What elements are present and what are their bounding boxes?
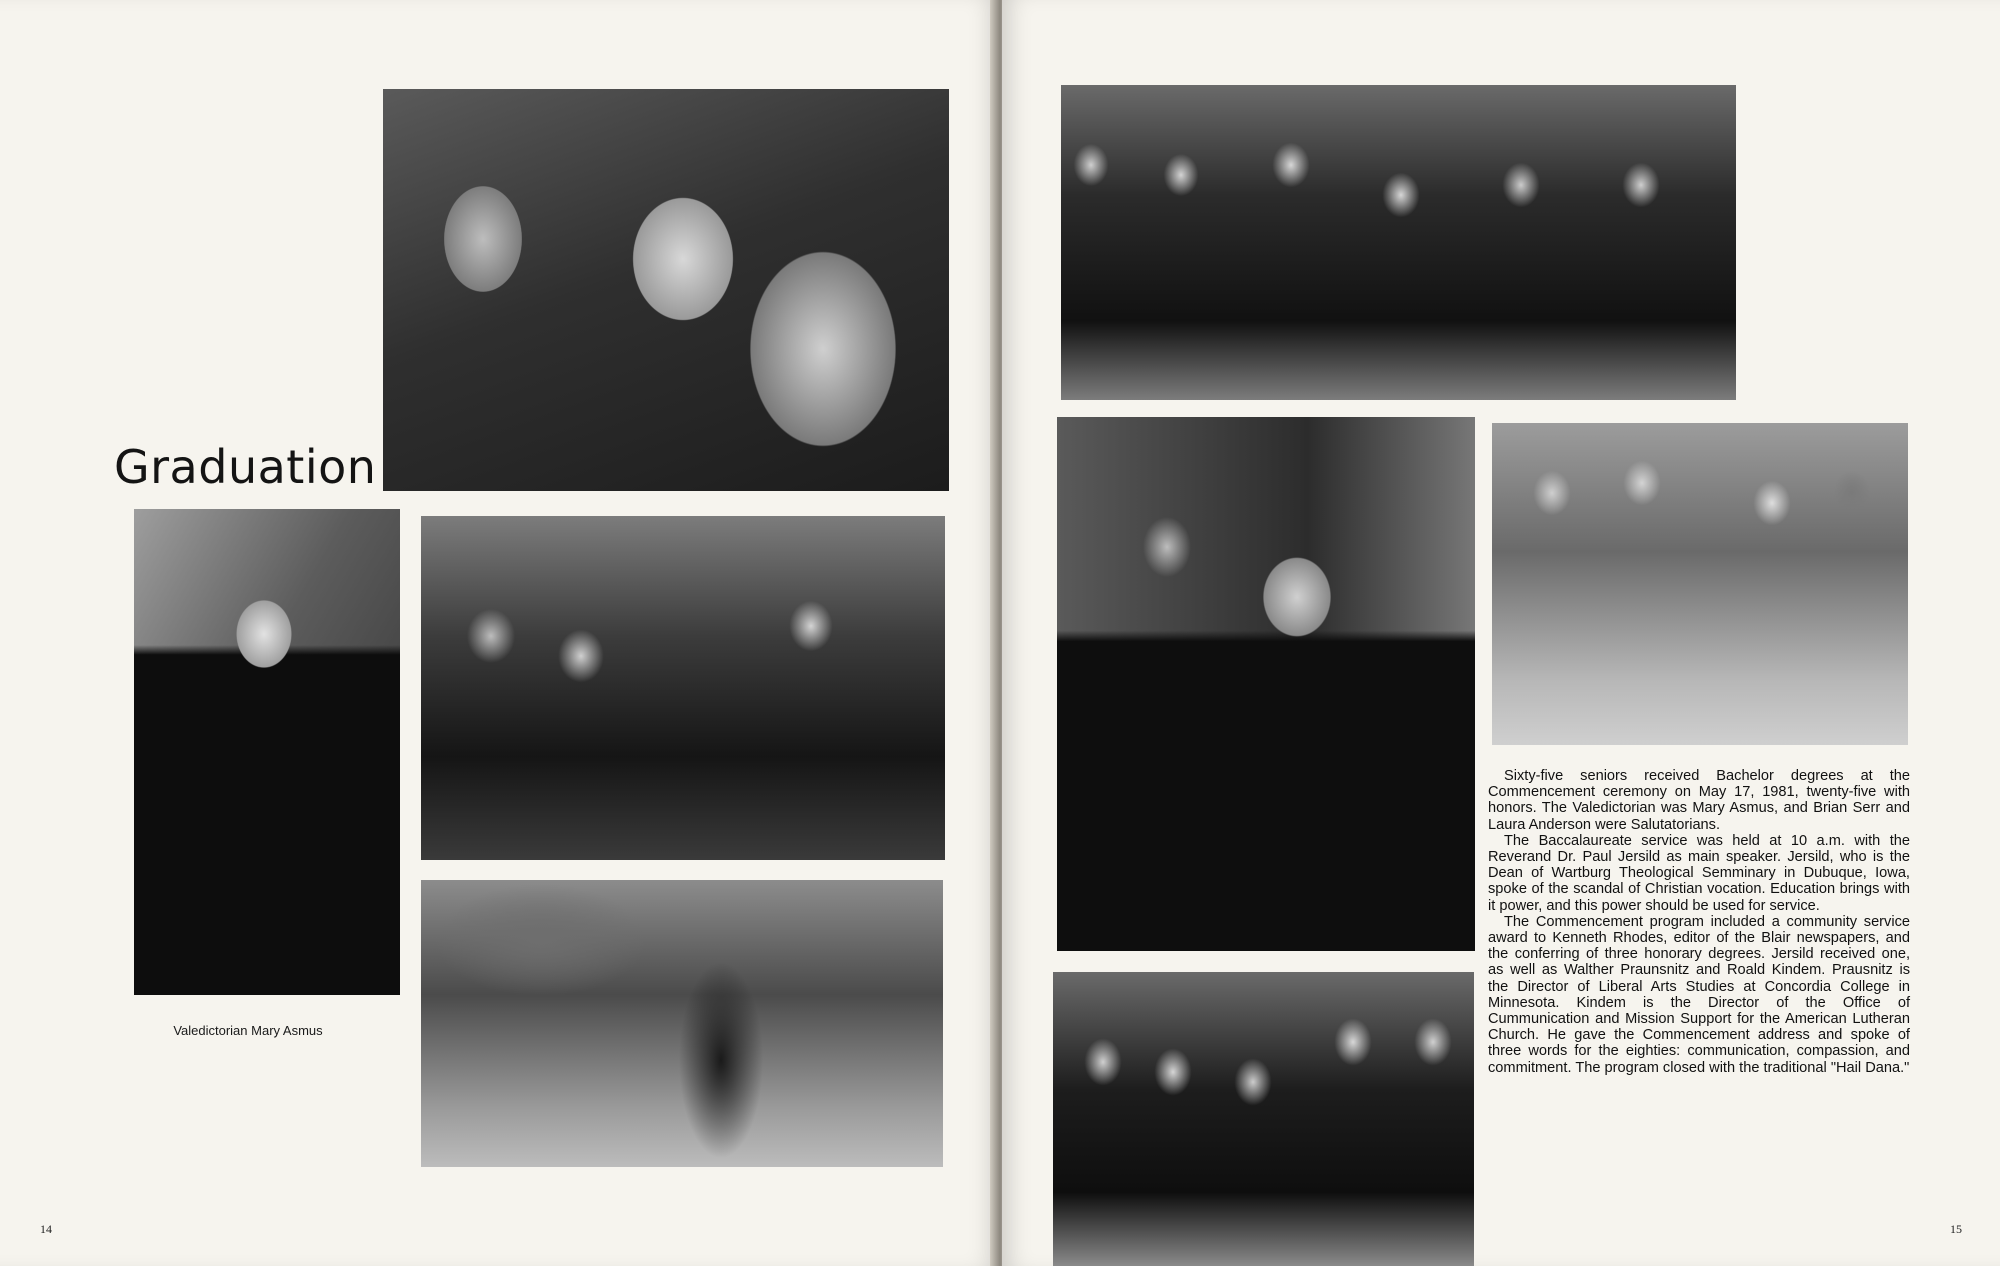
right-page <box>1002 0 2000 1266</box>
photo-valedictorian <box>134 509 400 995</box>
photo-award-handshake <box>1492 423 1908 745</box>
article-text <box>1488 768 1910 1076</box>
article-paragraph: The Commencement program included a community service award to Kenneth Rhodes, editor of the Blair newspapers, and the conferring of three honorary degrees. Jersild received one, as well as Walther Praunsnitz and Roald Kindem. Prausnitz is the Director of Liberal Arts Studies at Concordia College in Minnesota. Kindem is the Director of the Office of Cummunication and Mission Support for the American Lutheran Church. He gave the Commencement address and spoke of three words for the eighties: communication, compassion, and commitment. The program closed with the traditional "Hail Dana." <box>1488 913 1910 1076</box>
photo-professor-greeting-graduate <box>383 89 949 491</box>
page-heading: Graduation <box>114 440 377 494</box>
photo-diploma-presentation <box>1057 417 1475 951</box>
photo-outdoor-procession <box>421 880 943 1167</box>
article-paragraph: Sixty-five seniors received Bachelor degrees at the Commencement ceremony on May 17, 1981, twenty-five with honors. The Valedictorian was Mary Asmus, and Brian Serr and Laura Anderson were Salutatorians. <box>1488 768 1910 833</box>
photo-caption: Valedictorian Mary Asmus <box>173 1023 323 1038</box>
photo-graduates-procession-indoor <box>421 516 945 860</box>
page-number-left: 14 <box>40 1222 52 1236</box>
page-number-right: 15 <box>1950 1222 1962 1236</box>
photo-faculty-seated <box>1061 85 1736 400</box>
article-paragraph: The Baccalaureate service was held at 10 a.m. with the Reverand Dr. Paul Jersild as main speaker. Jersild, who is the Dean of Wartburg Theological Semminary in Dubuque, Iowa, spoke of the scandal of Christian vocation. Education brings with it power, and this power should be used for service. <box>1488 832 1910 914</box>
left-page <box>0 0 998 1266</box>
photo-seated-graduates <box>1053 972 1474 1266</box>
